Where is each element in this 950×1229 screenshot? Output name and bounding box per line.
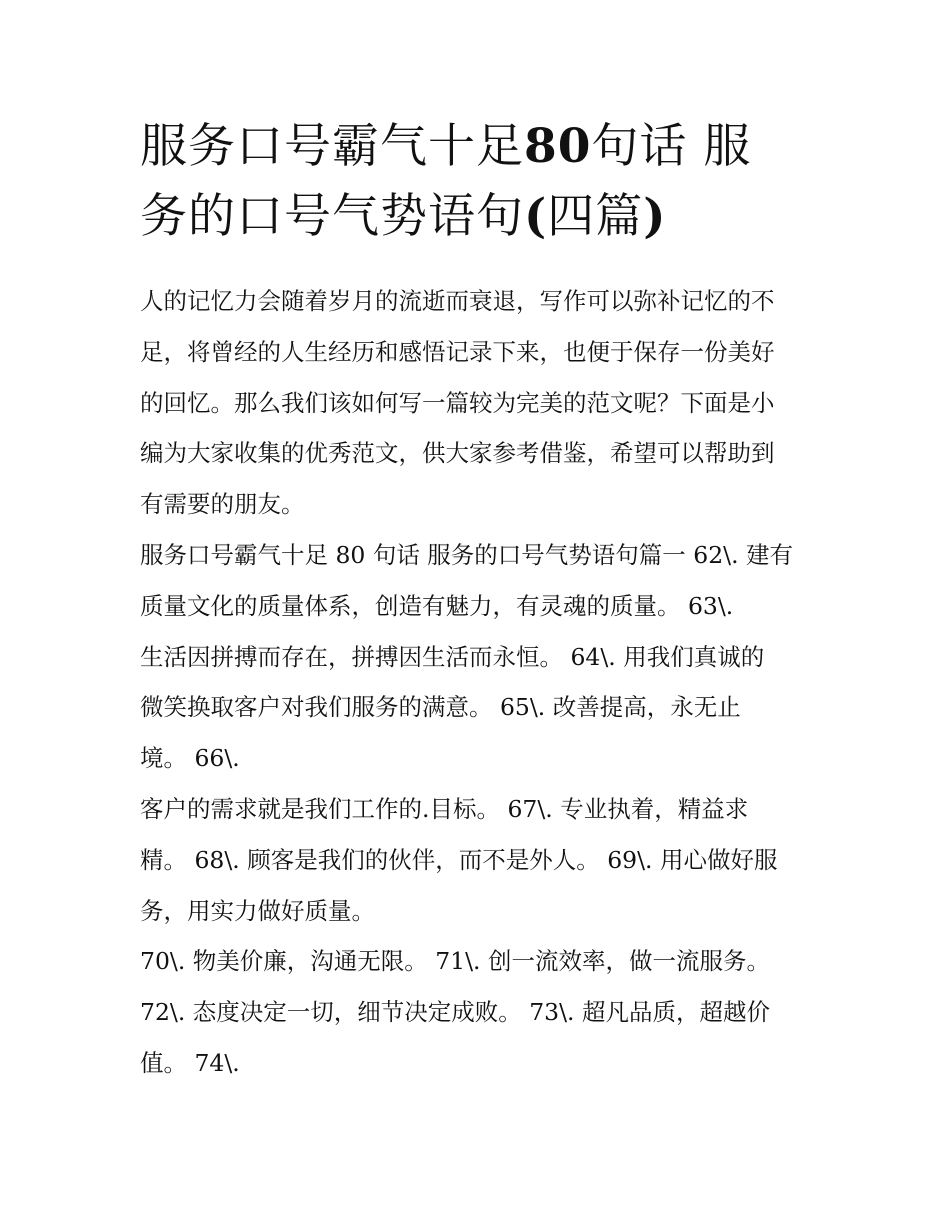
body-line: 值。 74\.	[140, 1048, 240, 1077]
title-line: 服务口号霸气十足80句话 服	[140, 119, 752, 174]
body-line: 质量文化的质量体系，创造有魅力，有灵魂的质量。 63\.	[140, 591, 734, 620]
body-line: 客户的需求就是我们工作的.目标。 67\. 专业执着，精益求	[140, 794, 749, 823]
body-line: 微笑换取客户对我们服务的满意。 65\. 改善提高，永无止	[140, 693, 741, 722]
body-line: 有需要的朋友。	[140, 490, 305, 519]
document-body	[140, 276, 820, 1089]
body-line: 足，将曾经的人生经历和感悟记录下来，也便于保存一份美好	[140, 337, 775, 366]
body-line: 70\. 物美价廉，沟通无限。 71\. 创一流效率，做一流服务。	[140, 947, 770, 976]
body-line: 编为大家收集的优秀范文，供大家参考借鉴，希望可以帮助到	[140, 439, 775, 468]
body-line: 人的记忆力会随着岁月的流逝而衰退，写作可以弥补记忆的不	[140, 287, 775, 315]
body-line: 72\. 态度决定一切，细节决定成败。 73\. 超凡品质，超越价	[140, 998, 770, 1027]
body-line: 务，用实力做好质量。	[140, 896, 375, 925]
title-line: 务的口号气势语句(四篇)	[140, 189, 667, 244]
body-line: 生活因拼搏而存在，拼搏因生活而永恒。 64\. 用我们真诚的	[140, 642, 765, 671]
body-line: 的回忆。那么我们该如何写一篇较为完美的范文呢？下面是小	[140, 388, 775, 417]
body-line: 境。 66\.	[140, 744, 240, 773]
document-title	[140, 112, 820, 252]
body-line: 服务口号霸气十足 80 句话 服务的口号气势语句篇一 62\. 建有	[140, 540, 794, 569]
body-line: 精。 68\. 顾客是我们的伙伴，而不是外人。 69\. 用心做好服	[140, 845, 778, 874]
